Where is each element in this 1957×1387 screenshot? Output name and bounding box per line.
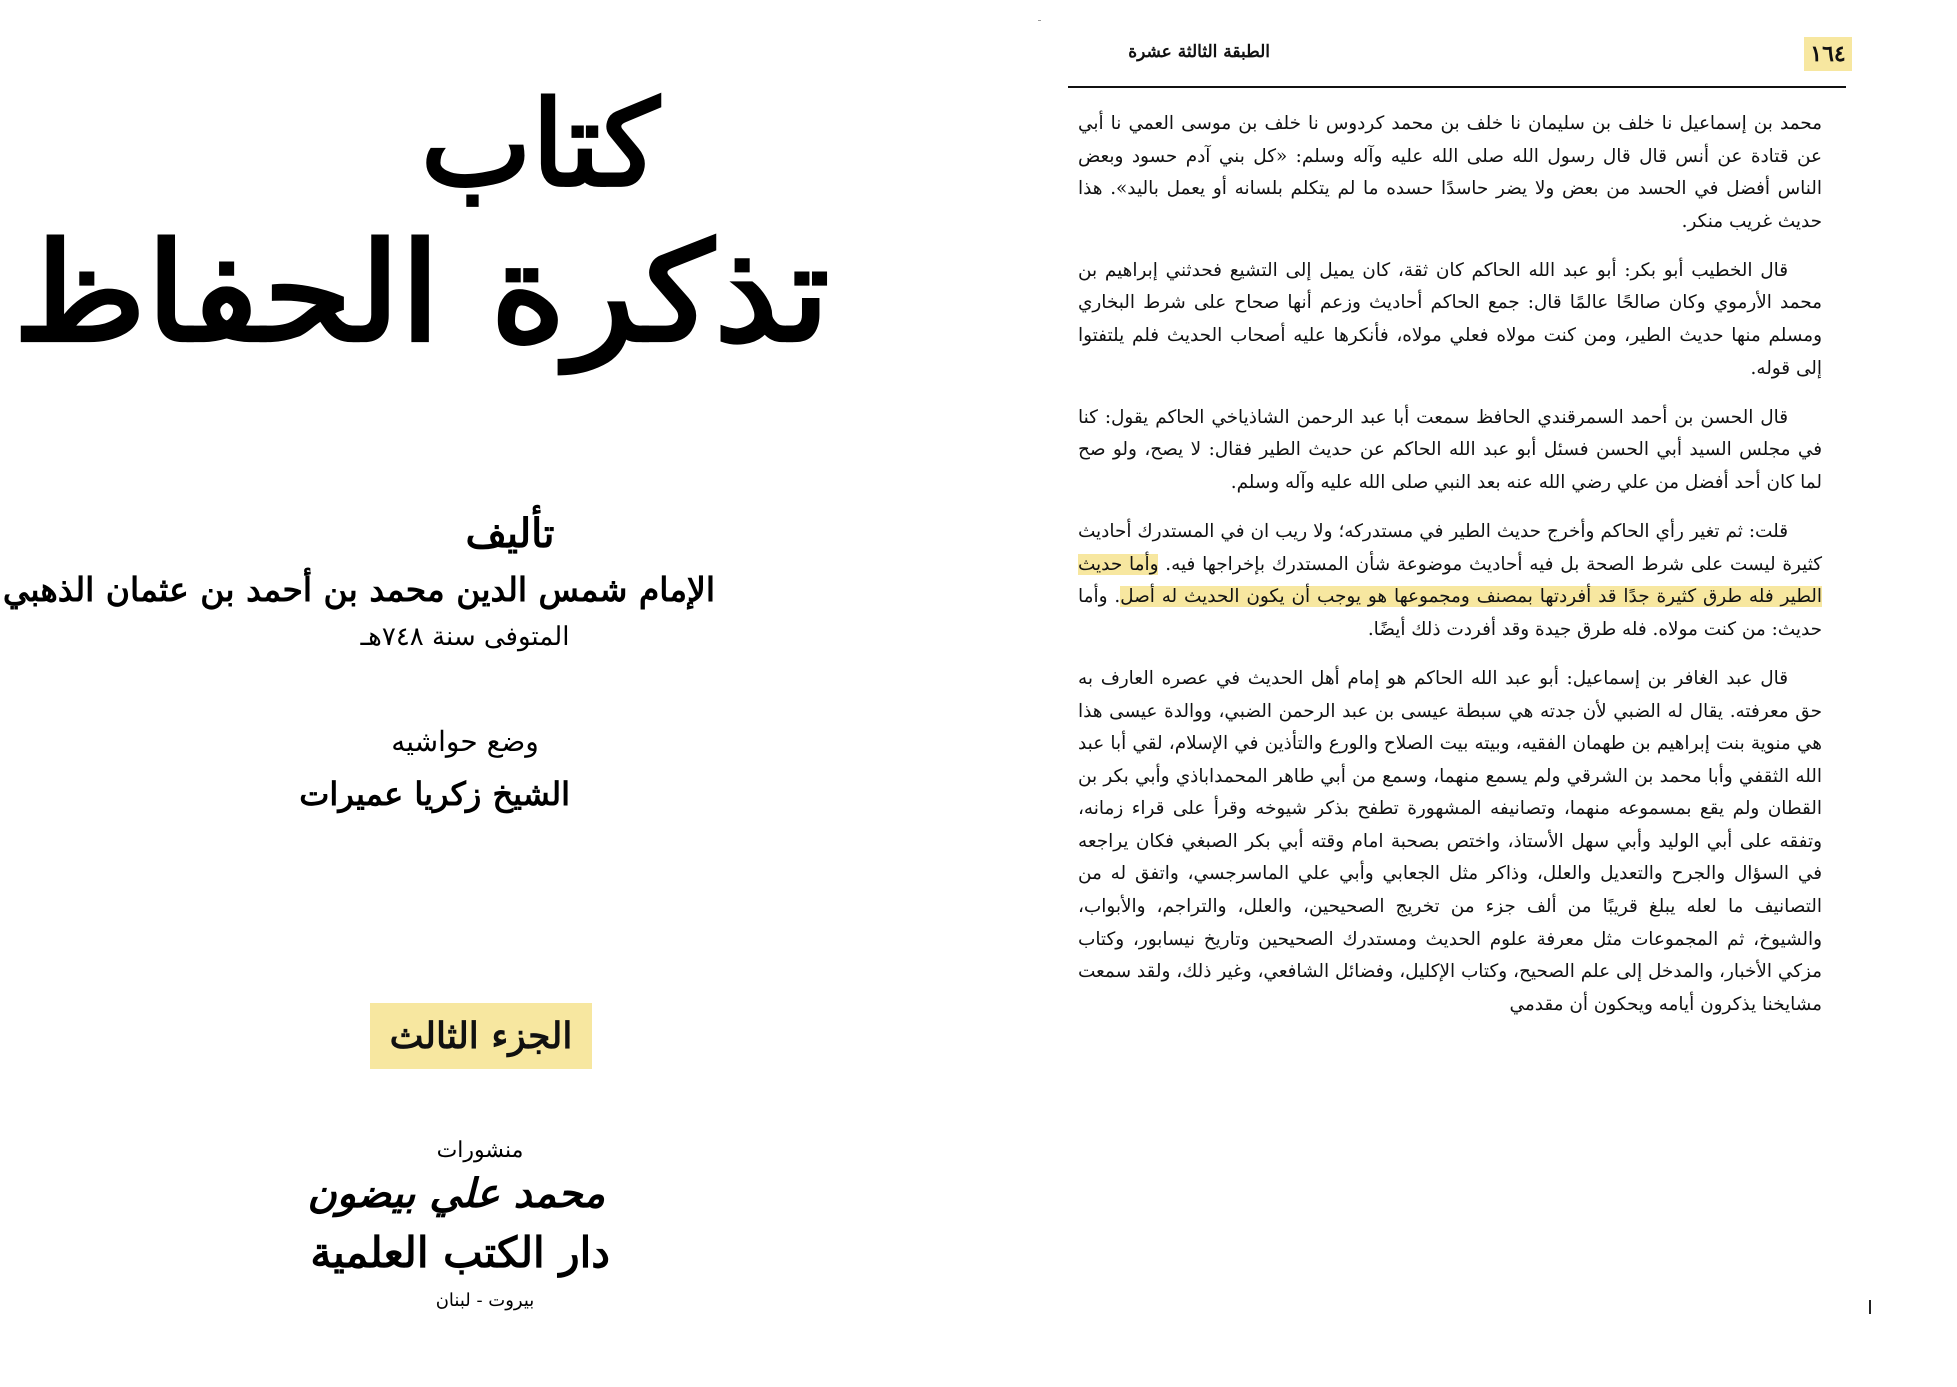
cover-author: الإمام شمس الدين محمد بن أحمد بن عثمان الذهبي: [2, 570, 715, 609]
cover-title-top: كتاب: [420, 74, 660, 213]
cover-publisher-house: دار الكتب العلمية: [310, 1228, 610, 1277]
cover-volume-highlighted: الجزء الثالث: [370, 1003, 592, 1069]
text-page: [960, 0, 1957, 1387]
cover-annotator: الشيخ زكريا عميرات: [299, 775, 570, 813]
cover-publications-label: منشورات: [436, 1138, 524, 1163]
paragraph-text: محمد بن إسماعيل نا خلف بن سليمان نا خلف بن محمد كردوس نا خلف بن موسى العمي نا أبي عن قتادة عن أنس قال قال رسول الله صلى الله عليه وآله وسلم: «كل بني آدم حسود وبعض الناس أفضل في الحسد من بعض ولا يضر حاسدًا حسده ما لم يتكلم بلسانه أو يعمل باليد». هذا حديث غريب منكر.: [1078, 113, 1822, 232]
cover-authored-label: تأليف: [465, 510, 555, 557]
paragraph: [1078, 516, 1822, 646]
paragraph-text: . وأما حديث: من كنت مولاه. فله طرق جيدة وقد أفردت ذلك أيضًا.: [1078, 586, 1822, 640]
cover-page: [0, 0, 960, 1387]
paragraph: [1078, 663, 1822, 1022]
edge-mark: [1869, 1300, 1871, 1314]
highlighted-text: وأما حديث الطير فله طرق كثيرة جدًا قد أفردتها بمصنف ومجموعها هو يوجب أن يكون الحديث له أصل: [1078, 553, 1822, 608]
header-rule: [1068, 86, 1846, 88]
paragraph-text: قال الخطيب أبو بكر: أبو عبد الله الحاكم كان ثقة، كان يميل إلى التشيع فحدثني إبراهيم بن محمد الأرموي وكان صالحًا عالمًا قال: جمع الحاكم أحاديث وزعم أنها صحاح على شرط البخاري ومسلم منها حديث الطير، ومن كنت مولاه فعلي مولاه، فأنكرها عليه أصحاب الحديث فلم يلتفتوا إلى قوله.: [1078, 259, 1822, 379]
body-text: [1078, 108, 1822, 1038]
page-number-highlighted: ١٦٤: [1804, 37, 1852, 71]
cover-title-main: تذكرة الحفاظ: [12, 213, 830, 373]
paragraph: [1078, 255, 1822, 385]
cover-publisher-person: محمد علي بيضون: [307, 1170, 605, 1217]
paragraph: [1078, 402, 1822, 500]
paragraph-text: قلت: ثم تغير رأي الحاكم وأخرج حديث الطير في مستدركه؛ ولا ريب ان في المستدرك أحاديث كثيرة ليست على شرط الصحة بل فيه أحاديث موضوعة شأن المستدرك بإخراجها فيه.: [1078, 521, 1822, 575]
paragraph-text: قال عبد الغافر بن إسماعيل: أبو عبد الله الحاكم هو إمام أهل الحديث في عصره العارف به حق معرفته. يقال له الضبي لأن جدته هي سبطة عيسى بن عبد الرحمن الضبي، ووالدة عيسى هذا هي منوية بنت إبراهيم بن طهمان الفقيه، وبيته بيت الصلاح والورع والتأذين في الإسلام، لقي أبا عبد الله الثقفي وأبا محمد بن الشرقي ولم يسمع منهما، وسمع من أبي طاهر المحمداباذي وأبي بكر بن القطان ولم يقع بمسموعه منهما، وتصانيفه المشهورة تطفح بذكر شيوخه وقرأ على قراء زمانه، وتفقه على أبي الوليد وأبي سهل الأستاذ، واختص بصحبة امام وقته أبي بكر الصبغي فكان يراجعه في السؤال والجرح والتعديل والعلل، وذاكر مثل الجعابي وأبي علي الماسرجسي، واتفق له من التصانيف ما لعله يبلغ قريبًا من ألف جزء من تخريج الصحيحين، والعلل، والتراجم، والأبواب، والشيوخ، ثم المجموعات مثل معرفة علوم الحديث ومستدرك الصحيحين وتاريخ نيسابور، وكتاب مزكي الأخبار، والمدخل إلى علم الصحيح، وكتاب الإكليل، وفضائل الشافعي، وغير ذلك، ولقد سمعت مشايخنا يذكرون أيامه ويحكون أن مقدمي: [1078, 667, 1822, 1015]
cover-annotations-label: وضع حواشيه: [391, 725, 539, 758]
paragraph-text: قال الحسن بن أحمد السمرقندي الحافظ سمعت أبا عبد الرحمن الشاذياخي الحاكم يقول: كنا في مجلس السيد أبي الحسن فسئل أبو عبد الله الحاكم عن حديث الطير فقال: لا يصح، ولو صح لما كان أحد أفضل من علي رضي الله عنه بعد النبي صلى الله عليه وآله وسلم.: [1078, 406, 1822, 493]
cover-death-year: المتوفى سنة ٧٤٨هـ: [360, 622, 570, 652]
paragraph: [1078, 108, 1822, 238]
cover-location: بيروت - لبنان: [435, 1290, 535, 1311]
running-head: الطبقة الثالثة عشرة: [1128, 42, 1270, 62]
